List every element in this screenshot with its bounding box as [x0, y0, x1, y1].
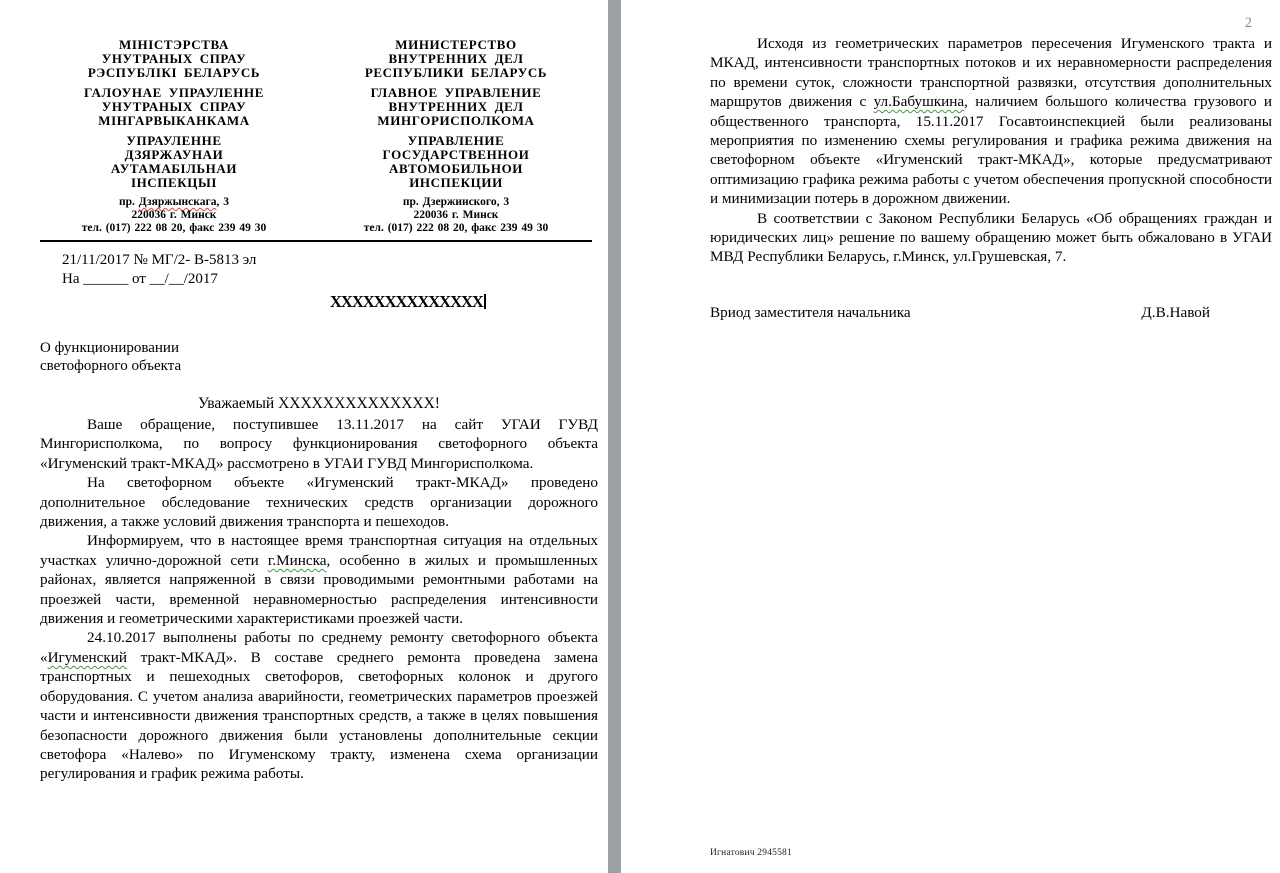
text-run: Информируем, что в настоящее время транспортная ситуация на отдельных участках улично-дорожной сети [40, 532, 598, 569]
spellcheck-marked-text: Игуменский [47, 648, 128, 666]
executor-note: Игнатович 2945581 [710, 848, 792, 858]
org-name-line: АВТОМОБИЛЬНОИ [388, 161, 523, 176]
signature-name: Д.В.Навой [1141, 303, 1210, 321]
text-run: тракт-МКАД». В составе среднего ремонта проведена замена транспортных и пешеходных светофоров, светофорных колонок и другого оборудования. С учетом анализа аварийности, геометрических параметров проезжей части и интенсивности движения транспортных средств, а также в целях повышения безопасности дорожного движения были установлены дополнительные секции светофора «Налево» по Игуменскому тракту, изменена схема организации регулирования и график режима работы. [40, 648, 598, 783]
org-name-line: РЕСПУБЛИКИ БЕЛАРУСЬ [364, 65, 548, 80]
text-run: 220036 г. Минск [413, 209, 499, 221]
text-run: пр. [119, 196, 139, 208]
text-run: , наличием большого количества грузового и общественного транспорта, 15.11.2017 Госавтоинспекцией были реализованы мероприятия по изменению схемы регулирования и графика режима движения на светофорном объекте «Игуменский тракт-МКАД», которые предусматривают оптимизацию графика режима работы с учетом обеспечения пропускной способности и минимизации потерь в дорожном движении. [710, 93, 1272, 208]
text-run: пр. Дзержинского, 3 [402, 196, 510, 208]
outgoing-ref-number: 21/11/2017 № МГ/2- В-5813 эл [62, 252, 257, 268]
body-paragraph [40, 473, 598, 531]
letterhead-russian-column [322, 38, 590, 235]
text-run: Ваше обращение, поступившее 13.11.2017 на сайт УГАИ ГУВД Мингорисполкома, по вопросу функционирования светофорного объекта «Игуменский тракт-МКАД» рассмотрено в УГАИ ГУВД Мингорисполкома. [40, 416, 598, 472]
reference-block [62, 251, 598, 289]
addressee-placeholder [330, 292, 598, 312]
org-name-line: ГАЛОУНАЕ УПРАУЛЕННЕ [84, 85, 264, 100]
document-page-1[interactable] [0, 0, 608, 873]
org-name-group [40, 38, 308, 80]
text-run: , 3 [216, 196, 229, 208]
address-line [40, 209, 308, 222]
org-name-line: ГОСУДАРСТВЕННОИ [382, 147, 530, 162]
subject-line: О функционировании светофорного объекта [40, 340, 182, 374]
text-run: Исходя из геометрических параметров пересечения Игуменского тракта и МКАД, интенсивности транспортных потоков и их неравномерности распределения по времени суток, сложности транспортной развязки, отсутствия дополнительных маршрутов движения с [710, 35, 1272, 111]
letterhead-address [322, 196, 590, 235]
signature-row [710, 304, 1210, 322]
letterhead-rule [40, 240, 592, 242]
org-name-line: МИНИСТЕРСТВО [395, 37, 517, 52]
body-paragraph [40, 531, 598, 628]
org-name-line: МИНГОРИСПОЛКОМА [377, 113, 535, 128]
body-paragraph [710, 34, 1272, 209]
org-name-line: МІНГАРВЫКАНКАМА [98, 113, 250, 128]
text-run: 24.10.2017 выполнены работы по среднему ремонту светофорного объекта « [40, 629, 598, 666]
org-name-group [40, 134, 308, 190]
org-name-line: АУТАМАБІЛЬНАИ [110, 161, 238, 176]
address-line [322, 209, 590, 222]
text-cursor [484, 294, 486, 309]
org-name-line: РЭСПУБЛІКІ БЕЛАРУСЬ [87, 65, 261, 80]
text-run: , особенно в жилых и промышленных районах, является напряженной в связи проводимыми ремонтными работами на проезжей части, временной неравномерностью распределения интенсивности движения и геометрическими характеристиками проезжей части. [40, 551, 598, 628]
org-name-line: ВНУТРЕННИХ ДЕЛ [388, 51, 524, 66]
letter-body-page2 [710, 34, 1272, 267]
address-line [40, 222, 308, 235]
org-name-line: УПРАУЛЕННЕ [126, 133, 222, 148]
letter-body-page1 [40, 415, 598, 784]
spellcheck-marked-text: ул.Бабушкина [873, 93, 965, 111]
body-paragraph [40, 628, 598, 783]
spellcheck-marked-text: г.Минска [267, 551, 327, 569]
letterhead [40, 38, 590, 235]
text-run: На светофорном объекте «Игуменский тракт-МКАД» проведено дополнительное обследование технических средств организации дорожного движения, а также условий движения транспорта и пешеходов. [40, 474, 598, 531]
org-name-line: ДЗЯРЖАУНАИ [124, 147, 224, 162]
letterhead-address [40, 196, 308, 235]
org-name-group [322, 134, 590, 190]
text-run: тел. (017) 222 08 20, факс 239 49 30 [81, 222, 267, 234]
org-name-line: ГЛАВНОЕ УПРАВЛЕНИЕ [370, 85, 542, 100]
text-run: 220036 г. Минск [131, 209, 217, 221]
org-name-group [322, 38, 590, 80]
org-name-group [40, 86, 308, 128]
document-page-2[interactable] [621, 0, 1280, 873]
page-number: 2 [1244, 15, 1252, 31]
address-line [40, 196, 308, 209]
org-name-group [322, 86, 590, 128]
incoming-ref-line: На ______ от __/__/2017 [62, 271, 218, 287]
text-run: В соответствии с Законом Республики Беларусь «Об обращениях граждан и юридических лиц» решение по вашему обращению может быть обжаловано в УГАИ МВД Республики Беларусь, г.Минск, ул.Грушевская, 7. [710, 209, 1272, 266]
text-run: тел. (017) 222 08 20, факс 239 49 30 [363, 222, 549, 234]
org-name-line: ИНСПЕКЦИИ [409, 175, 503, 190]
body-paragraph [40, 415, 598, 473]
org-name-line: УНУТРАНЫХ СПРАУ [101, 51, 247, 66]
letterhead-belarusian-column [40, 38, 308, 235]
address-line [322, 196, 590, 209]
addressee-text: ХХХХХХХХХХХХХХ [330, 292, 483, 311]
org-name-line: УНУТРАНЫХ СПРАУ [101, 99, 247, 114]
body-paragraph [710, 209, 1272, 267]
greeting-line: Уважаемый ХХХХХХХХХХХХХХ! [198, 395, 440, 412]
page-divider [608, 0, 621, 873]
spellcheck-marked-text: Дзяржынскага [138, 196, 217, 208]
org-name-line: УПРАВЛЕНИЕ [407, 133, 505, 148]
org-name-line: ІНСПЕКЦЫІ [130, 175, 218, 190]
org-name-line: ВНУТРЕННИХ ДЕЛ [388, 99, 524, 114]
signature-title: Вриод заместителя начальника [710, 303, 911, 321]
address-line [322, 222, 590, 235]
org-name-line: МІНІСТЭРСТВА [119, 37, 229, 52]
